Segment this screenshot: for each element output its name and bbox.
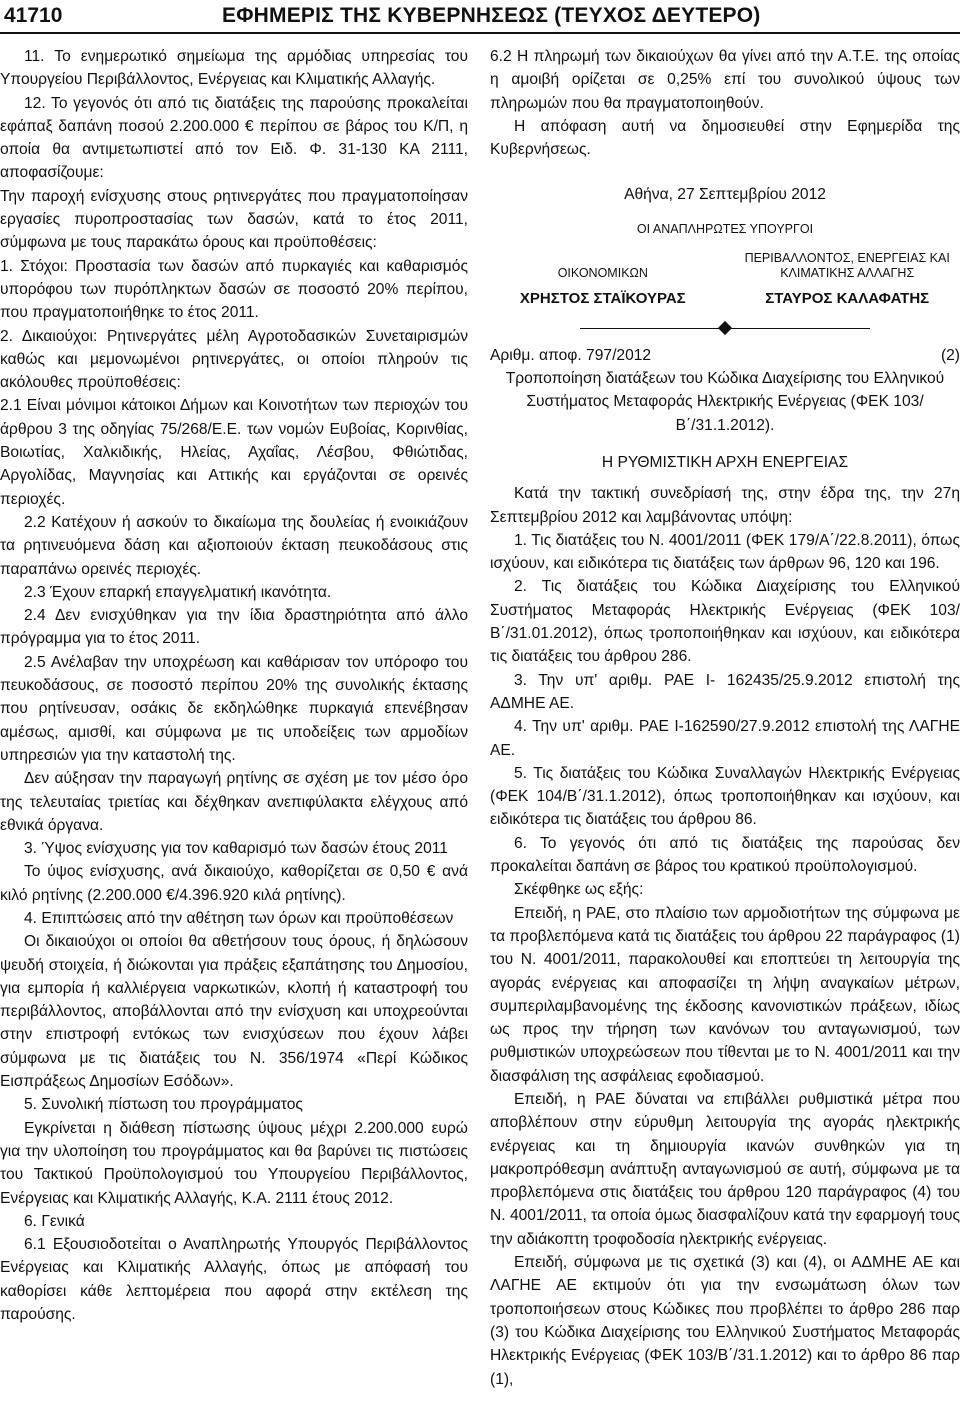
paragraph: Το ύψος ενίσχυσης, ανά δικαιούχο, καθορίζεται σε 0,50 € ανά κιλό ρητίνης (2.200.000 €/4.396.920 κιλά ρητίνης). bbox=[0, 863, 468, 904]
signatory-left bbox=[490, 249, 716, 306]
paragraph: Επειδή, σύμφωνα με τις σχετικά (3) και (4), οι ΑΔΜΗΕ ΑΕ και ΛΑΓΗΕ ΑΕ εκτιμούν ότι για την ενσωμάτωση όλων των τροποποιήσεων στους Κώδικες που προβλέπει το άρθρο 286 παρ (3) του Κώδικα Διαχείρισης του Ελληνικού Συστήματος Μεταφοράς Ηλεκτρικής Ενέργειας (ΦΕΚ 103/Β΄/31.1.2012) και το άρθρο 86 παρ (1), bbox=[490, 1254, 960, 1388]
right-column bbox=[490, 45, 960, 1391]
decision-marker: (2) bbox=[940, 346, 960, 364]
paragraph: 11. Το ενημερωτικό σημείωμα της αρμόδιας υπηρεσίας του Υπουργείου Περιβάλλοντος, Ενέργειας και Κλιματικής Αλλαγής. bbox=[0, 48, 468, 89]
paragraph: 12. Το γεγονός ότι από τις διατάξεις της παρούσης προκαλείται εφάπαξ δαπάνη ποσού 2.200.000 € περίπου σε βάρος του Κ/Π, η οποία θα αντιμετωπιστεί από τον Ειδ. Φ. 31-130 ΚΑ 2111, αποφασίζουμε: bbox=[0, 94, 468, 182]
paragraph: 5. Τις διατάξεις του Κώδικα Συναλλαγών Ηλεκτρικής Ενέργειας (ΦΕΚ 104/Β΄/31.1.2012), όπως τροποποιήθηκαν και ισχύουν, και ειδικότερα τις διατάξεις του άρθρου 86. bbox=[490, 764, 960, 829]
paragraph: Η απόφαση αυτή να δημοσιευθεί στην Εφημερίδα της Κυβερνήσεως. bbox=[490, 117, 960, 159]
paragraph: 6. Γενικά bbox=[24, 1212, 85, 1230]
decision-header bbox=[490, 344, 960, 367]
issuing-authority: Η ΡΥΘΜΙΣΤΙΚΗ ΑΡΧΗ ΕΝΕΡΓΕΙΑΣ bbox=[601, 453, 849, 471]
signatories-caption: ΟΙ ΑΝΑΠΛΗΡΩΤΕΣ ΥΠΟΥΡΓΟΙ bbox=[636, 221, 814, 236]
paragraph: 2.4 Δεν ενισχύθηκαν για την ίδια δραστηριότητα από άλλο πρόγραμμα για το έτος 2011. bbox=[0, 607, 468, 648]
decision-number: Αριθμ. αποφ. 797/2012 bbox=[490, 346, 652, 364]
diamond-icon bbox=[718, 321, 732, 335]
paragraph: Εγκρίνεται η διάθεση πίστωσης ύψους μέχρι 2.200.000 ευρώ για την υλοποίηση του προγράμματος και θα βαρύνει τις πιστώσεις του Τακτικού Προϋπολογισμού του Υπουργείου Περιβάλλοντος, Ενέργειας και Κλιματικής Αλλαγής, Κ.Α. 2111 έτους 2012. bbox=[0, 1119, 468, 1207]
gazette-title: ΕΦΗΜΕΡΙΣ ΤΗΣ ΚΥΒΕΡΝΗΣΕΩΣ (ΤΕΥΧΟΣ ΔΕΥΤΕΡΟ) bbox=[222, 4, 761, 27]
paragraph: 3. Ύψος ενίσχυσης για τον καθαρισμό των δασών έτους 2011 bbox=[24, 840, 448, 858]
signatory-role: ΟΙΚΟΝΟΜΙΚΩΝ bbox=[557, 265, 648, 280]
paragraph: 1. Στόχοι: Προστασία των δασών από πυρκαγιές και καθαρισμός υπορόφου των πυρόπληκτων δασών σε ποσοστό 20% περίπου, που πραγματοποιήθηκε το έτος 2011. bbox=[0, 257, 468, 322]
signatory-role: ΠΕΡΙΒΑΛΛΟΝΤΟΣ, ΕΝΕΡΓΕΙΑΣ ΚΑΙ ΚΛΙΜΑΤΙΚΗΣ ΑΛΛΑΓΗΣ bbox=[744, 250, 950, 280]
paragraph: 1. Τις διατάξεις του Ν. 4001/2011 (ΦΕΚ 179/Α΄/22.8.2011), όπως ισχύουν, και ειδικότερα τις διατάξεις των άρθρων 96, 120 και 196. bbox=[490, 531, 960, 573]
paragraph: Επειδή, η ΡΑΕ δύναται να επιβάλλει ρυθμιστικά μέτρα που αποβλέπουν στην εύρυθμη λειτουργία της αγοράς ηλεκτρικής ενέργειας και τη δημιουργία ικανών συνθηκών για τη μακροπρόθεσμη ανάπτυξη ανταγωνισμού σε αυτή, σύμφωνα με τα προβλεπόμενα στις διατάξεις του άρθρου 120 παράγραφος (4) του Ν. 4001/2011, τα οποία όμως διασφαλίζουν κατά την εφαρμογή τους την αδιάκοπτη τροφοδοσία ηλεκτρικής ενέργειας. bbox=[490, 1090, 960, 1248]
left-column bbox=[0, 45, 468, 1326]
paragraph: 4. Επιπτώσεις από την αθέτηση των όρων και προϋποθέσεων bbox=[24, 909, 454, 927]
paragraph: 4. Την υπ' αριθμ. ΡΑΕ Ι-162590/27.9.2012 επιστολή της ΛΑΓΗΕ ΑΕ. bbox=[490, 718, 960, 759]
signatory-right bbox=[734, 249, 960, 306]
page-number: 41710 bbox=[4, 4, 63, 27]
header-rule bbox=[0, 32, 960, 34]
paragraph: 2.5 Ανέλαβαν την υποχρέωση και καθάρισαν τον υπόροφο του πευκοδάσους, σε ποσοστό περίπου 20% της συνολικής έκτασης που ρητίνευσαν, οσάκις δε εκδηλώθηκε πυρκαγιά επενέβησαν αμέσως, αμισθί, και σύμφωνα με τις υποδείξεις των αρμοδίων υπηρεσιών για την καταστολή της. bbox=[0, 653, 468, 764]
paragraph: Οι δικαιούχοι οι οποίοι θα αθετήσουν τους όρους, ή δηλώσουν ψευδή στοιχεία, ή διώκονται για πράξεις εξαπάτησης του Δημοσίου, για εμπορία ή καλλιέργεια ναρκωτικών, κλοπή ή καταστροφή του περιβάλλοντος, αποβάλλονται από την ενίσχυση και υποχρεούνται στην επιστροφή εντόκως των ενισχύσεων που έχουν λάβει σύμφωνα με τις διατάξεις του Ν. 356/1974 «Περί Κώδικος Εισπράξεως Δημοσίων Εσόδων». bbox=[0, 933, 468, 1091]
paragraph: 2.2 Κατέχουν ή ασκούν το δικαίωμα της δουλείας ή ενοικιάζουν τα ρητινευόμενα δάση και αξιοποιούν έκταση πευκοδάσους στις παραπάνω ορεινές περιοχές. bbox=[0, 513, 468, 578]
page-header bbox=[0, 0, 960, 36]
paragraph: Επειδή, η ΡΑΕ, στο πλαίσιο των αρμοδιοτήτων της σύμφωνα με τα προβλεπόμενα κατά τις διατάξεις του άρθρου 22 παράγραφος (1) του Ν. 4001/2011, παρακολουθεί και εποπτεύει τη λειτουργία της αγοράς ενέργειας και αποφασίζει τη λήψη αναγκαίων μέτρων, συμπεριλαμβανομένης της έκδοσης κανονιστικών πράξεων, ιδίως ως προς την τήρηση των κανόνων του ανταγωνισμού, των ρυθμιστικών υποχρεώσεων που τίθενται με το Ν. 4001/2011 και την διασφάλιση της ασφάλειας εφοδιασμού. bbox=[490, 904, 960, 1085]
signatory-name: ΧΡΗΣΤΟΣ ΣΤΑΪΚΟΥΡΑΣ bbox=[519, 289, 686, 307]
paragraph: Δεν αύξησαν την παραγωγή ρητίνης σε σχέση με τον μέσο όρο της τελευταίας τριετίας και δέχθηκαν ανεπιφύλακτα ελέγχους από εθνικά όργανα. bbox=[0, 770, 468, 834]
paragraph: Σκέφθηκε ως εξής: bbox=[514, 881, 644, 899]
paragraph: 6.2 Η πληρωμή των δικαιούχων θα γίνει από την Α.Τ.Ε. της οποίας η αμοιβή ορίζεται σε 0,25% επί του συνολικού ύψους των πληρωμών που θα πραγματοποιηθούν. bbox=[490, 48, 960, 112]
paragraph: Την παροχή ενίσχυσης στους ρητινεργάτες που πραγματοποίησαν εργασίες πυροπροστασίας των δασών, κατά το έτος 2011, σύμφωνα με τους παρακάτω όρους και προϋποθέσεις: bbox=[0, 187, 468, 252]
paragraph: 2.1 Είναι μόνιμοι κάτοικοι Δήμων και Κοινοτήτων των περιοχών του άρθρου 3 της οδηγίας 75/268/Ε.Ε. των νομών Ευβοίας, Κορινθίας, Βοιωτίας, Χαλκιδικής, Ηλείας, Αχαΐας, Λέσβου, Φθιώτιδας, Αργολίδας, Μαγνησίας και Αττικής και εργάζονται σε ορεινές περιοχές. bbox=[0, 397, 468, 508]
decision-title: Τροποποίηση διατάξεων του Κώδικα Διαχείρισης του Ελληνικού Συστήματος Μεταφοράς Ηλεκτρικής Ενέργειας (ΦΕΚ 103/Β΄/31.1.2012). bbox=[505, 370, 945, 434]
paragraph: 2. Τις διατάξεις του Κώδικα Διαχείρισης του Ελληνικού Συστήματος Μεταφοράς Ηλεκτρικής Ενέργειας (ΦΕΚ 103/Β΄/31.01.2012), όπως τροποποιήθηκαν και ισχύουν, και ειδικότερα τις διατάξεις του άρθρου 286. bbox=[490, 578, 960, 666]
signatory-name: ΣΤΑΥΡΟΣ ΚΑΛΑΦΑΤΗΣ bbox=[765, 289, 930, 307]
paragraph: 6. Το γεγονός ότι από τις διατάξεις της παρούσας δεν προκαλείται δαπάνη σε βάρος του κρατικού προϋπολογισμού. bbox=[490, 834, 960, 876]
paragraph: 6.1 Εξουσιοδοτείται ο Αναπληρωτής Υπουργός Περιβάλλοντος Ενέργειας και Κλιματικής Αλλαγής, όπως με απόφασή του καθορίσει κάθε λεπτομέρεια που αφορά στην εκτέλεση της παρούσης. bbox=[0, 1236, 468, 1324]
paragraph: 2.3 Έχουν επαρκή επαγγελματική ικανότητα. bbox=[24, 583, 332, 601]
paragraph: 5. Συνολική πίστωση του προγράμματος bbox=[24, 1096, 303, 1114]
section-separator bbox=[490, 316, 960, 342]
paragraph: 3. Την υπ' αριθμ. ΡΑΕ Ι- 162435/25.9.2012 επιστολή της ΑΔΜΗΕ ΑΕ. bbox=[490, 671, 960, 712]
paragraph: Κατά την τακτική συνεδρίασή της, στην έδρα της, την 27η Σεπτεμβρίου 2012 και λαμβάνοντας υπόψη: bbox=[490, 485, 960, 526]
signatories bbox=[490, 249, 960, 306]
paragraph: 2. Δικαιούχοι: Ρητινεργάτες μέλη Αγροτοδασικών Συνεταιρισμών καθώς και μεμονωμένοι ρητινεργάτες, οι οποίοι πληρούν τις ακόλουθες προϋποθέσεις: bbox=[0, 327, 468, 392]
date-place: Αθήνα, 27 Σεπτεμβρίου 2012 bbox=[624, 186, 826, 204]
